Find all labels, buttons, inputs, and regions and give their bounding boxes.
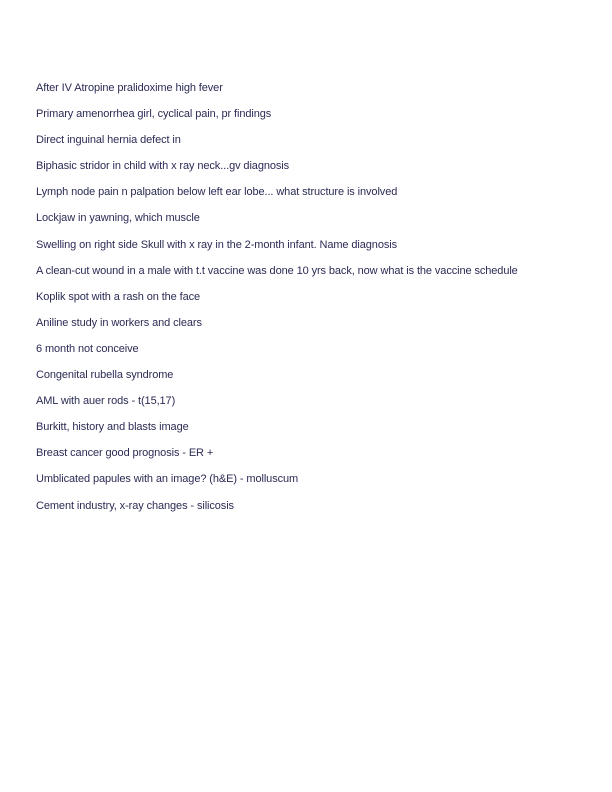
question-line: Burkitt, history and blasts image bbox=[36, 421, 189, 434]
question-line: After IV Atropine pralidoxime high fever bbox=[36, 82, 223, 94]
question-line: A clean-cut wound in a male with t.t vaccine was done 10 yrs back, now what is the vaccine schedule bbox=[36, 264, 518, 277]
question-line: Direct inguinal hernia defect in bbox=[36, 134, 181, 147]
question-line: Umblicated papules with an image? (h&E) - molluscum bbox=[36, 473, 299, 486]
question-line: AML with auer rods - t(15,17) bbox=[36, 395, 176, 408]
question-line: Congenital rubella syndrome bbox=[36, 369, 174, 382]
question-line: Primary amenorrhea girl, cyclical pain, pr findings bbox=[36, 108, 272, 121]
question-line: Biphasic stridor in child with x ray neck...gv diagnosis bbox=[36, 160, 290, 173]
question-line: 6 month not conceive bbox=[36, 342, 139, 355]
question-line: Lockjaw in yawning, which muscle bbox=[36, 212, 200, 225]
question-list bbox=[36, 80, 606, 524]
question-line: Aniline study in workers and clears bbox=[36, 316, 202, 329]
question-line: Cement industry, x-ray changes - silicosis bbox=[36, 499, 234, 512]
question-line: Swelling on right side Skull with x ray in the 2-month infant. Name diagnosis bbox=[36, 238, 397, 251]
question-line: Breast cancer good prognosis - ER + bbox=[36, 447, 214, 460]
question-line: Lymph node pain n palpation below left ear lobe... what structure is involved bbox=[36, 186, 398, 199]
question-line: Koplik spot with a rash on the face bbox=[36, 290, 201, 303]
